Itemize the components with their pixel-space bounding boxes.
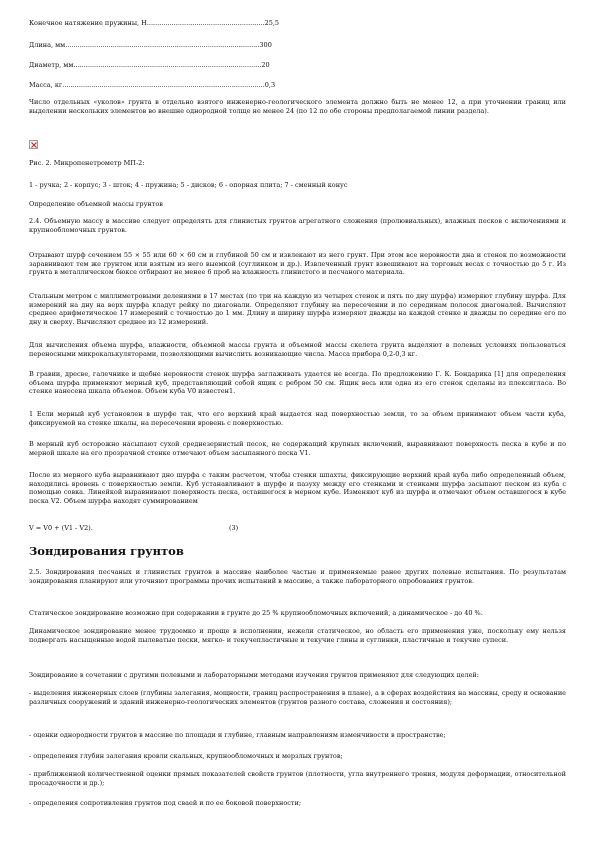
list-item-homogeneity: - оценки однородности грунтов в массиве по площади и глубине, главным направлениям изменчивости в пространстве;	[29, 731, 446, 739]
paragraph-purposes: Зондирование в сочетании с другими полевыми и лабораторными методами изучения грунтов применяют для следующих целей:	[29, 671, 479, 679]
list-item-roof-depth: - определения глубин залегания кровли скальных, крупнообломочных и мерзлых грунтов;	[29, 752, 343, 760]
paragraph-calculators: Для вычисления объема шурфа, влажности, объемной массы грунта и объемной массы скелета грунта выделяют в полевых условиях пользоваться переносными микрокалькуляторами, позволяющими вычислить возникающие числа. Масса прибора 0,2-0,3 кг.	[29, 341, 566, 358]
spec-line-length: Длина, мм..............................................................................................300	[29, 41, 272, 49]
section-heading: Зондирования грунтов	[29, 544, 184, 558]
figure-caption: Рис. 2. Микропенетрометр МП-2:	[29, 159, 145, 167]
intro-paragraph: Число отдельных «уколов» грунта в отдельно взятого инженерно-геологического элемента должно быть не менее 12, а при уточнении границ или выделении нескольких элементов во внешне однородной толще не менее 24 (по 12 по обе стороны предполагаемой линии раздела).	[29, 98, 566, 115]
paragraph-volumetric-mass: 2.4. Объемную массу в массиве следует определять для глинистых грунтов агрегатного сложения (пролювиальных), влажных песков с включениями и крупнообломочных грунтов.	[29, 217, 566, 234]
paragraph-pit-volume: После из мерного куба выравнивают дно шурфа с таким расчетом, чтобы стенки шпахты, фиксирующие верхний край куба либо определенный объем, находились вровень с поверхностью земли. Куб устанавливают в шурфе и пазуху между его стенками и стенками шурфа засыпают песком из куба с помощью совка. Линейкой выравнивают поверхность песка, оставшегося в мерном кубе. Изменяют куб из шурфа и отмечают объем оставшегося в кубе песка V2. Объем шурфа находят суммированием	[29, 471, 566, 505]
formula-line	[29, 524, 566, 533]
formula-text: V = V0 + (V1 - V2).	[29, 524, 93, 532]
paragraph-dynamic-sounding: Динамическое зондирование менее трудоемко и проще в исполнении, нежели статическое, но область его применения уже, поскольку ему нельзя подвергать насыщенные водой пылеватые пески, мягко- и текучепластичные и текучие глины и суглинки, пластичные и текучие супеси.	[29, 627, 566, 644]
spec-line-mass: Масса, кг..................................................................................................0,3	[29, 81, 276, 89]
paragraph-pit-measurement: Стальным метром с миллиметровыми делениями в 17 местах (по три на каждую из четырех стенок и пять по дну шурфа) измеряют глубину шурфа. Для измерений на дну на верх шурфа кладут рейку по диагонали. Определяют глубину на пересечении и по серединам полосок диагоналей. Вычисляют среднее арифметическое 17 измерений с точностью до 1 мм. Длину и ширину шурфа измеряют дважды на каждой стенке и дважды по середине его по дну и сверху. Вычисляют среднее из 12 измерений.	[29, 292, 566, 326]
list-item-pile-resistance: - определения сопротивления грунтов под сваей и по ее боковой поверхности;	[29, 799, 302, 807]
spec-line-diameter: Диаметр, мм...........................................................................................20	[29, 61, 270, 69]
list-item-properties: - приближенной количественной оценки прямых показателей свойств грунтов (плотности, угла внутреннего трения, модуля деформации, относительной просадочности и др.);	[29, 770, 566, 787]
paragraph-static-sounding: Статическое зондирование возможно при содержании в грунте до 25 % крупнообломочных включений, а динамическое - до 40 %.	[29, 609, 483, 617]
broken-image-icon	[29, 140, 38, 149]
paragraph-measuring-cube: В гравии, дресве, галечнике и щебне неровности стенок шурфа заглаживать удается не всегда. По предложению Г. К. Бондарика [1] для определения объема шурфа применяют мерный куб, представляющий собой ящик с ребром 50 см. Ящик весь или одна из его стенок сделаны из плексигласа. Во стенке нанесена шкала объемов. Объем куба V0 известен1.	[29, 370, 566, 396]
paragraph-pit-digging: Отрывают шурф сечением 55 × 55 или 60 × 60 см и глубиной 50 см и извлекают из него грунт. При этом все неровности дна и стенок по возможности заравнивают тем же грунтом или взятым из него выемкой (суглинком и др.). Извлеченный грунт взвешивают на торговых весах с точностью до 5 г. Из грунта в металлическом бюксе отбирают не менее 6 проб на влажность глинистого и песчаного материала.	[29, 251, 566, 277]
paragraph-footnote: 1 Если мерный куб установлен в шурфе так, что его верхний край выдается над поверхностью земли, то за объем принимают объем части куба, фиксируемой на стенке шкалы, на пересечении вровень с поверхностью.	[29, 410, 566, 427]
list-item-layers: - выделения инженерных слоев (глубины залегания, мощности, границ распространения в плане), а в сферах воздействия на массивы, среду и основание различных сооружений и зданий инженерно-геологических элементов (грунтов разного состава, сложения и состояния);	[29, 689, 566, 706]
spec-line-spring-tension: Конечное натяжение пружины, Н.........................................................25,5	[29, 19, 280, 27]
formula-number: (3)	[229, 524, 239, 532]
paragraph-sand-fill: В мерный куб осторожно насыпают сухой среднезернистый песок, не содержащий крупных включений, выравнивают поверхность песка в кубе и по мерной шкале на его прозрачной стенке отмечают объем засыпанного песка V1.	[29, 440, 566, 457]
section-label: Определение объемной массы грунтов	[29, 200, 163, 208]
figure-legend: 1 - ручка; 2 - корпус; 3 - шток; 4 - пружина; 5 - дисков; 6 - опорная плита; 7 - сменный конус	[29, 181, 348, 189]
paragraph-sounding-intro: 2.5. Зондирования песчаных и глинистых грунтов в массиве наиболее частые и применяемые ранее других полевые испытания. По результатам зондирования планируют или уточняют программы прочих испытаний в массиве, а также лабораторного опробования грунтов.	[29, 568, 566, 585]
